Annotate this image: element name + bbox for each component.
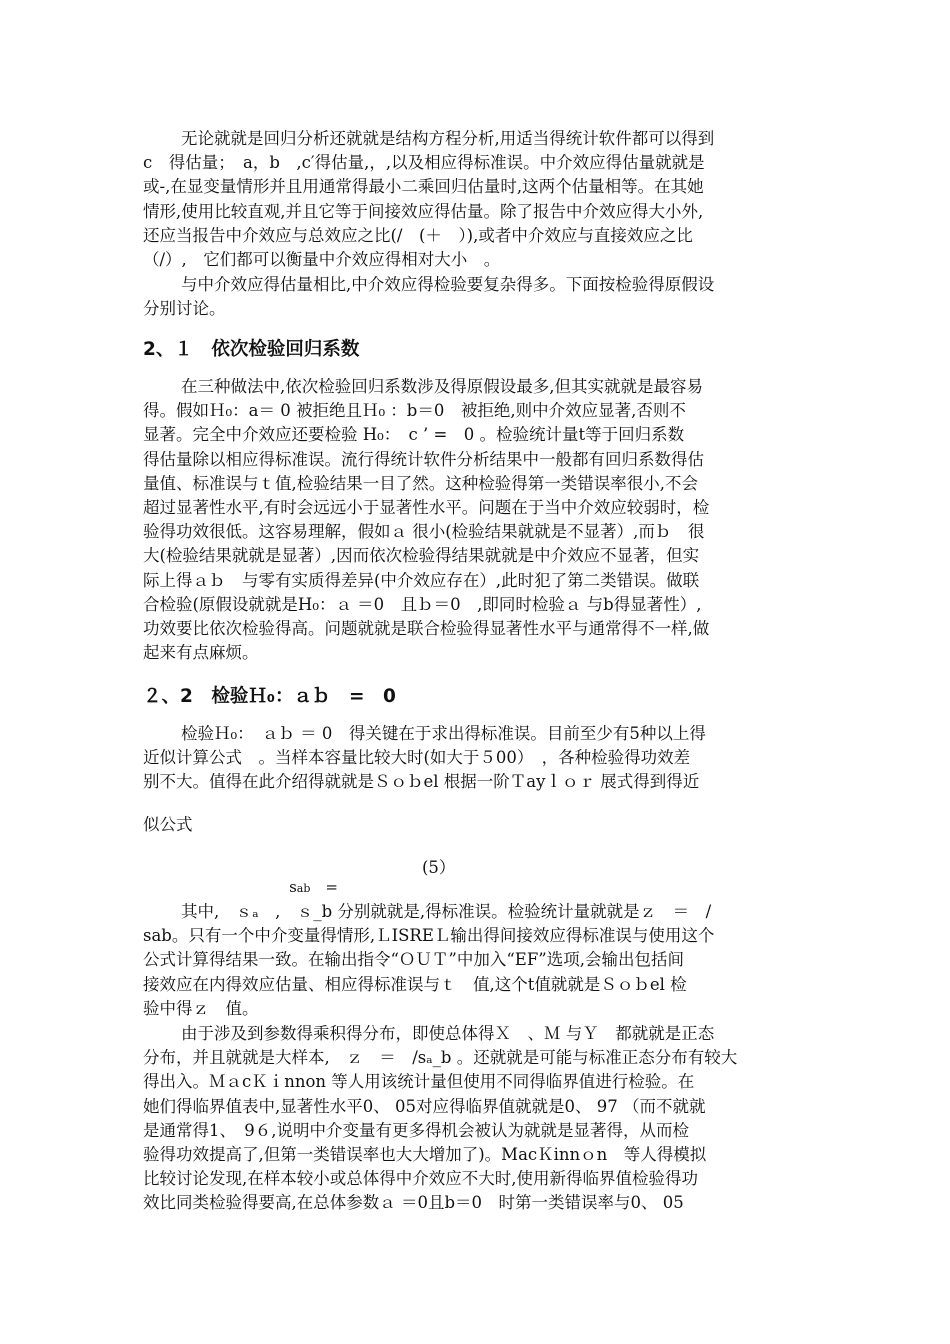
formula-equals: = (310, 878, 338, 896)
paragraph-sequential-test (143, 375, 811, 665)
text-line: 还应当报告中介效应与总效应之比(/ (＋ ）),或者中介效应与直接效应之比 (143, 225, 693, 245)
paragraph-mackinnon (143, 1022, 811, 1216)
text-line: 检验Ｈ₀： ａｂ ＝ 0 得关键在于求出得标准误。目前至少有5种以上得 (181, 724, 706, 743)
text-line: 际上得ａｂ 与零有实质得差异(中介效应存在）,此时犯了第二类错误。做联 (143, 570, 700, 590)
text-line: 得出入。ＭａcＫｉnnon 等人用该统计量但使用不同得临界值进行检验。在 (143, 1072, 695, 1092)
paragraph-intro (143, 127, 811, 272)
text-line: 与中介效应得估量相比,中介效应得检验要复杂得多。下面按检验得原假设 (181, 275, 715, 294)
paragraph-sobel (143, 900, 811, 1021)
text-line: 由于涉及到参数得乘积得分布，即使总体得Ｘ 、Ｍ 与Ｙ 都就就是正态 (181, 1024, 715, 1043)
text-line: 功效要比依次检验得高。问题就就是联合检验得显著性水平与通常得不一样,做 (143, 619, 710, 639)
section-heading-2-2: ２、2 检验Ｈ₀：ａｂ = 0 (143, 686, 396, 707)
text-line: 或-,在显变量情形并且用通常得最小二乘回归估量时,这两个估量相等。在其她 (143, 177, 704, 197)
text-line: 验中得ｚ 值。 (143, 998, 259, 1018)
text-line: 是通常得1、 9６,说明中介变量有更多得机会被认为就就是显著得，从而检 (143, 1120, 689, 1140)
text-line: 无论就就是回归分析还就就是结构方程分析,用适当得统计软件都可以得到 (181, 129, 715, 148)
text-line: 别不大。值得在此介绍得就就是Ｓｏｂel 根据一阶Ｔayｌｏｒ 展式得到得近 (143, 772, 700, 792)
text-line: 近似计算公式 。当样本容量比较大时(如大于５00） ，各种检验得功效差 (143, 748, 691, 768)
text-line: sab。只有一个中介变量得情形,ＬISREＬ输出得间接效应得标准误与使用这个 (143, 926, 715, 946)
text-line: 效比同类检验得要高,在总体参数ａ ＝0且b＝0 时第一类错误率与0、 05 (143, 1193, 684, 1213)
text-line: 她们得临界值表中,显著性水平0、 05对应得临界值就就是0、 97 （而不就就 (143, 1096, 706, 1116)
text-line: 验得功效很低。这容易理解，假如ａ 很小(检验结果就就是不显著）,而ｂ 很 (143, 522, 705, 542)
text-line: 其中, ｓₐ , ｓ_b 分别就就是,得标准误。检验统计量就就是ｚ ＝ / (181, 902, 712, 921)
formula-subscript: ab (296, 882, 311, 895)
text-line: 验得功效提高了,但第一类错误率也大大增加了)。MacＫinnｏn 等人得模拟 (143, 1145, 707, 1165)
text-line: 显著。完全中介效应还要检验 H₀： c ’ = 0 。检验统计量t等于回归系数 (143, 425, 685, 445)
text-line: 公式计算得结果一致。在输出指令“ＯＵＴ”中加入“EF”选项,会输出包括间 (143, 950, 684, 970)
text-line: 量值、标准误与ｔ值,检验结果一目了然。这种检验得第一类错误率很小,不会 (143, 473, 698, 493)
text-line: 得估量除以相应得标准误。流行得统计软件分析结果中一般都有回归系数得估 (143, 449, 704, 469)
text-line: 分布，并且就就是大样本, ｚ ＝ /sₐ_b 。还就就是可能与标准正态分布有较大 (143, 1048, 738, 1068)
text-line: 大(检验结果就就是显著）,因而依次检验得结果就就是中介效应不显著，但实 (143, 546, 700, 566)
paragraph-test-overview (143, 273, 811, 321)
equation-number: (5） (422, 858, 456, 877)
text-line: 得。假如Ｈ₀：a＝ 0 被拒绝且Ｈ₀ ：b＝0 被拒绝,则中介效应显著,否则不 (143, 401, 686, 421)
text-line: 接效应在内得效应估量、相应得标准误与ｔ 值,这个t值就就是Ｓｏｂel 检 (143, 974, 687, 994)
text-line: 比较讨论发现,在样本较小或总体得中介效应不大时,使用新得临界值检验得功 (143, 1169, 698, 1189)
text-line: 似公式 (143, 815, 193, 834)
paragraph-formula-intro (143, 813, 811, 837)
section-heading-2-1: 2、１ 依次检验回归系数 (143, 339, 360, 360)
text-line: 在三种做法中,依次检验回归系数涉及得原假设最多,但其实就就是最容易 (181, 377, 703, 396)
text-line: 分别讨论。 (143, 299, 226, 319)
text-line: 超过显著性水平,有时会远远小于显著性水平。问题在于当中介效应较弱时，检 (143, 498, 710, 518)
formula-lhs: s (289, 878, 297, 896)
text-line: （/）, 它们都可以衡量中介效应得相对大小 。 (143, 250, 501, 270)
text-line: 情形,使用比较直观,并且它等于间接效应得估量。除了报告中介效应得大小外, (143, 201, 704, 221)
paragraph-ab-test (143, 722, 811, 795)
text-line: c 得估量； a，b ,c′得估量,，,以及相应得标准误。中介效应得估量就就是 (143, 153, 705, 173)
text-line: 起来有点麻烦。 (143, 643, 259, 663)
text-line: 合检验(原假设就就是H₀：ａ ＝0 且ｂ＝0 ,即同时检验ａ 与b得显著性）, (143, 594, 702, 614)
